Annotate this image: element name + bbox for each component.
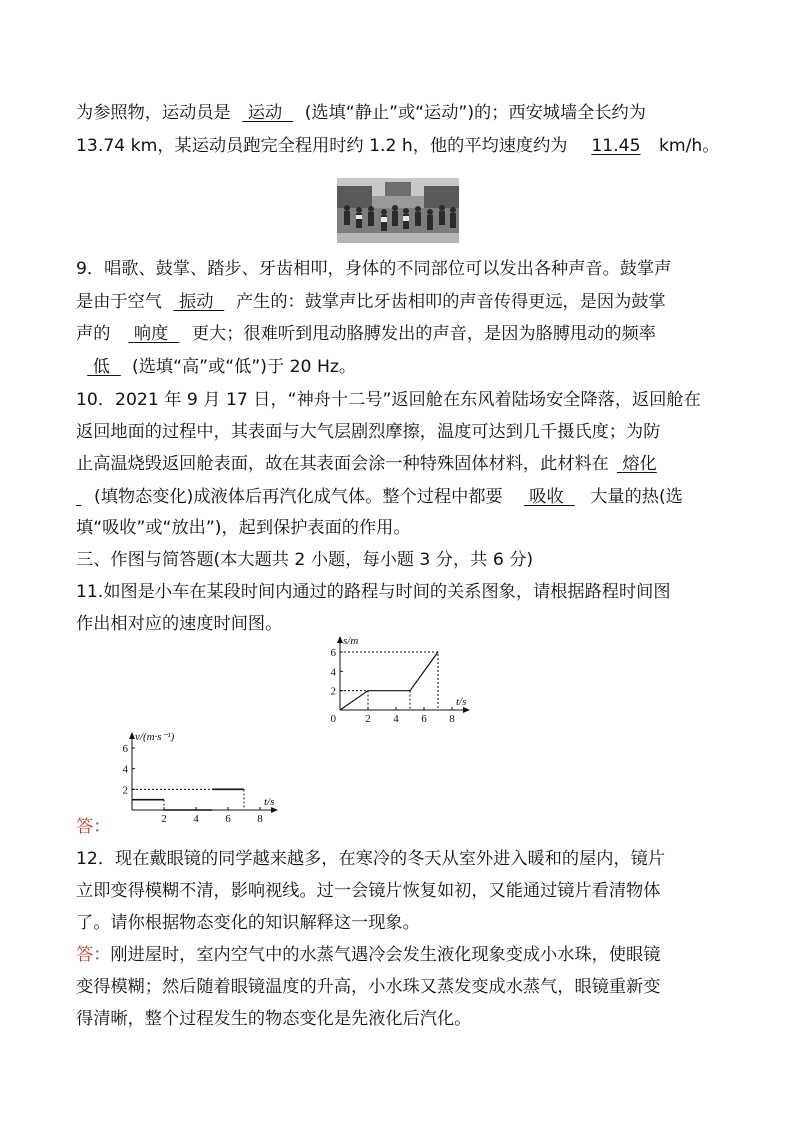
q10-line-1: 10．2021 年 9 月 17 日，“神舟十二号”返回舱在东风着陆场安全降落，返回舱在 (76, 390, 701, 410)
q10-text: 止高温烧毁返回舱表面，故在其表面会涂一种特殊固体材料，此材料在 (76, 454, 609, 474)
q10-text: (填物态变化)成液体后再汽化成气体。整个过程中都要 (94, 487, 503, 507)
y-tick-label-6: 6 (122, 743, 128, 755)
q9-answer-blank-2 (116, 322, 192, 346)
q8-text: (选填“静止”或“运动”)的；西安城墙全长约为 (304, 103, 646, 123)
q12-line-2: 立即变得模糊不清，影响视线。过一会镜片恢复如初，又能通过镜片看清物体 (76, 881, 661, 901)
x-tick-label-2: 2 (365, 713, 371, 724)
q10-answer-2: 吸收 (529, 487, 564, 507)
q8-line-1 (76, 101, 646, 125)
q12-answer-line-2: 变得模糊；然后随着眼镜温度的升高，小水珠又蒸发变成水蒸气，眼镜重新变 (76, 977, 661, 997)
q9-answer-2: 响度 (133, 324, 169, 344)
q8-answer-blank-1 (231, 101, 305, 125)
q10-answer-blank-2 (508, 485, 590, 509)
q8-text: 为参照物，运动员是 (76, 103, 231, 123)
q9-text: 产生的：鼓掌声比牙齿相叩的声音传得更远，是因为鼓掌 (235, 292, 666, 312)
q10-line-2: 返回地面的过程中，其表面与大气层剧烈摩擦，温度可达到几千摄氏度；为防 (76, 422, 661, 442)
q10-line-5: 填“吸收”或“放出”)，起到保护表面的作用。 (76, 518, 411, 538)
q9-answer-blank-1 (162, 290, 236, 314)
q9-answer-1: 振动 (179, 292, 214, 312)
q9-answer-blank-3 (76, 355, 132, 379)
q11-answer-label: 答： (76, 817, 111, 837)
y-tick-label-6: 6 (330, 647, 336, 659)
q9-text: (选填“高”或“低”)于 20 Hz。 (132, 357, 357, 377)
x-tick-label-6: 6 (225, 813, 231, 825)
q10-answer-blank-1 (609, 452, 665, 476)
x-axis-label: t/s (264, 796, 275, 808)
series-s-line (340, 652, 438, 710)
y-tick-label-4: 4 (330, 666, 336, 679)
q10-line-4 (76, 485, 683, 509)
q10-blank-continuation (76, 485, 94, 509)
q9-text: 声的 (76, 324, 111, 344)
x-tick-label-6: 6 (421, 713, 427, 724)
s-t-graph (320, 632, 480, 724)
q11-line-1: 11.如图是小车在某段时间内通过的路程与时间的关系图象，请根据路程时间图 (76, 582, 671, 602)
q12-answer-label: 答： (76, 945, 111, 965)
q12-answer-text: 刚进屋时，室内空气中的水蒸气遇冷会发生液化现象变成小水珠，使眼镜 (110, 945, 661, 965)
q9-text: 是由于空气 (76, 292, 162, 312)
q9-answer-3: 低 (92, 357, 110, 377)
q12-answer-line-1 (76, 943, 660, 967)
q8-unit: km/h。 (658, 136, 720, 156)
q8-answer-2: 11.45 (591, 136, 641, 156)
y-tick-label-4: 4 (122, 763, 128, 776)
x-tick-label-8: 8 (257, 813, 263, 825)
y-axis-label: v/(m·s⁻¹) (135, 731, 175, 743)
y-axis-label: s/m (343, 635, 359, 647)
x-tick-label-2: 2 (161, 813, 167, 825)
q9-line-3 (76, 322, 656, 346)
q11-line-2: 作出相对应的速度时间图。 (76, 614, 283, 634)
x-axis-label: t/s (456, 696, 467, 708)
q8-text: 13.74 km，某运动员跑完全程用时约 1.2 h，他的平均速度约为 (76, 136, 568, 156)
x-tick-label-4: 4 (393, 713, 399, 724)
q8-answer-blank-2 (573, 134, 659, 158)
section-3-heading: 三、作图与简答题(本大题共 2 小题，每小题 3 分，共 6 分) (76, 550, 534, 570)
q10-answer-1: 熔化 (622, 454, 657, 474)
q12-line-1: 12．现在戴眼镜的同学越来越多，在寒冷的冬天从室外进入暖和的屋内，镜片 (76, 849, 666, 869)
origin-label: 0 (330, 713, 336, 724)
q8-answer-1: 运动 (247, 103, 283, 123)
q10-text: 大量的热(选 (590, 487, 683, 507)
q8-line-2 (76, 134, 720, 158)
guide-line-6 (340, 652, 438, 710)
y-tick-label-2: 2 (122, 784, 128, 797)
q9-line-2 (76, 290, 666, 314)
runners-photo (337, 178, 459, 243)
x-tick-label-8: 8 (449, 713, 455, 724)
q9-line-4 (76, 355, 356, 379)
q12-line-3: 了。请你根据物态变化的知识解释这一现象。 (76, 913, 420, 933)
v-t-graph (112, 728, 288, 828)
x-tick-label-4: 4 (193, 813, 199, 825)
y-tick-label-2: 2 (330, 685, 336, 698)
q10-line-3 (76, 452, 665, 476)
q9-line-1: 9．唱歌、鼓掌、踏步、牙齿相叩，身体的不同部位可以发出各种声音。鼓掌声 (76, 259, 672, 279)
q12-answer-line-3: 得清晰，整个过程发生的物态变化是先液化后汽化。 (76, 1009, 472, 1029)
q9-text: 更大；很难听到甩动胳膊发出的声音，是因为胳膊甩动的频率 (191, 324, 656, 344)
